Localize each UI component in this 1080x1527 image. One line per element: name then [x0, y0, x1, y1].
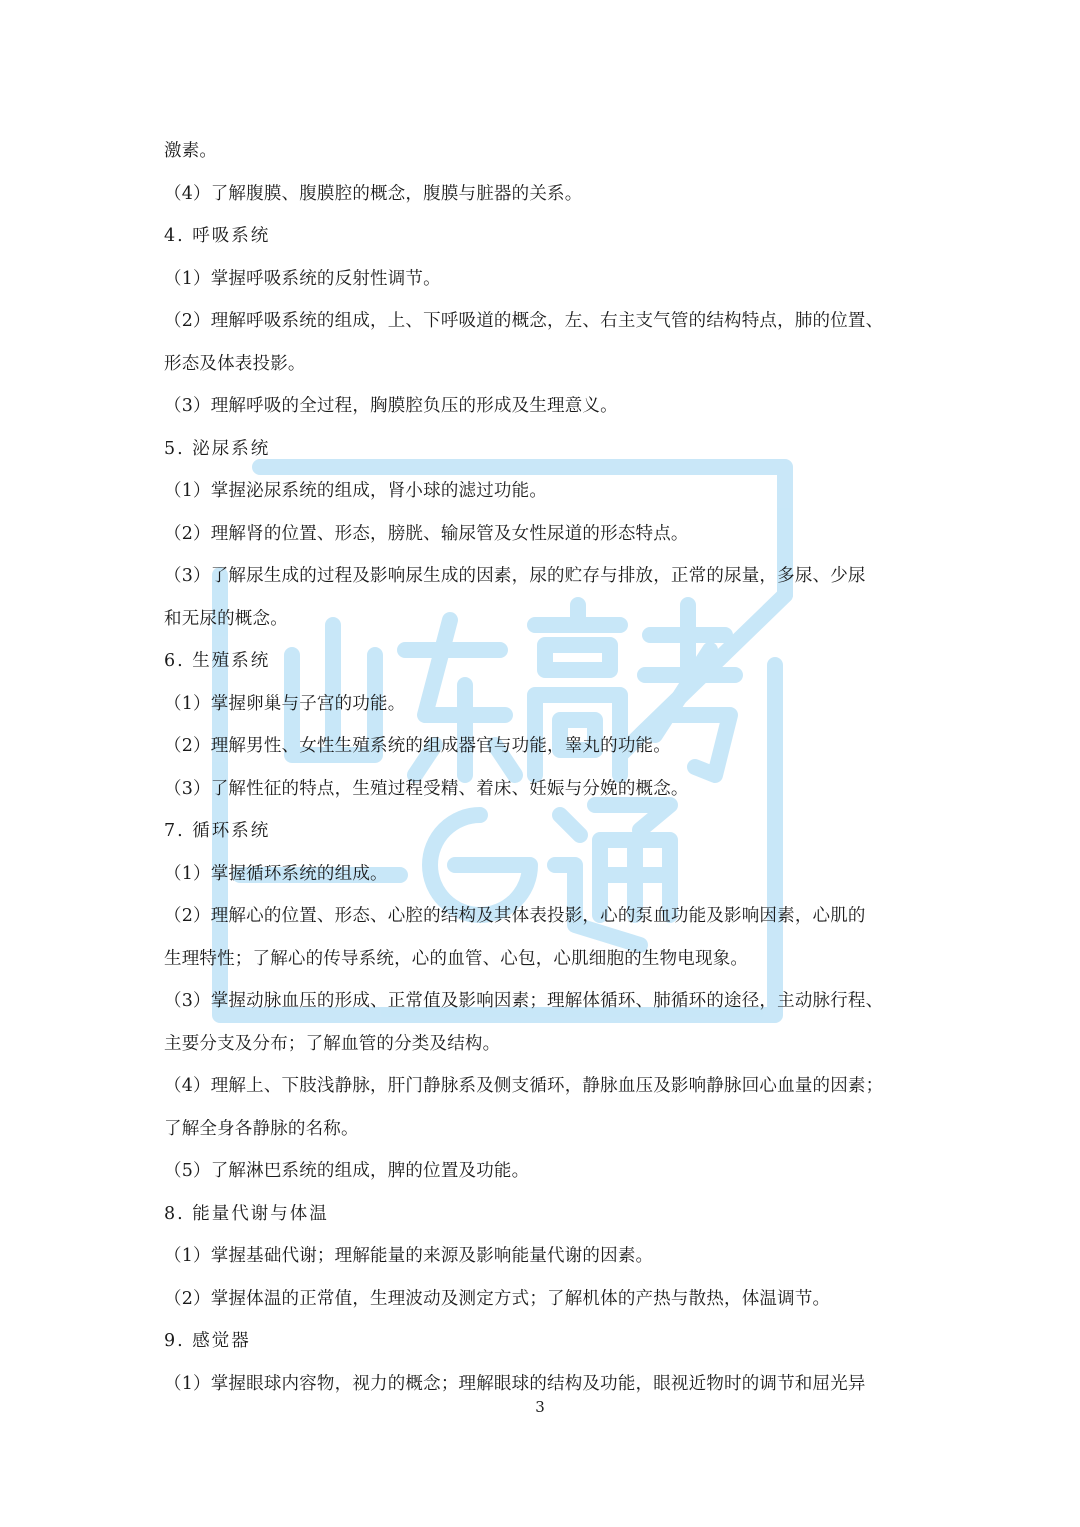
document-body	[164, 130, 924, 1405]
text-line: （3）理解呼吸的全过程，胸膜腔负压的形成及生理意义。	[164, 396, 618, 416]
text-line: （4）了解腹膜、腹膜腔的概念，腹膜与脏器的关系。	[164, 183, 583, 204]
text-line: 了解全身各静脉的名称。	[164, 1118, 359, 1139]
text-line: （2）理解呼吸系统的组成，上、下呼吸道的概念，左、右主支气管的结构特点，肺的位置、	[164, 311, 884, 331]
text-line: 形态及体表投影。	[164, 353, 306, 374]
text-line: （2）理解肾的位置、形态，膀胱、输尿管及女性尿道的形态特点。	[164, 523, 689, 544]
text-line: （1）掌握基础代谢；理解能量的来源及影响能量代谢的因素。	[164, 1246, 654, 1266]
page-number: 3	[535, 1398, 545, 1416]
text-line: （1）掌握循环系统的组成。	[164, 863, 388, 884]
section-heading: 6. 生殖系统	[164, 651, 271, 671]
text-line: 主要分支及分布；了解血管的分类及结构。	[164, 1033, 501, 1054]
text-line: 生理特性；了解心的传导系统，心的血管、心包，心肌细胞的生物电现象。	[164, 948, 749, 969]
section-heading: 7. 循环系统	[164, 821, 271, 841]
text-line: 和无尿的概念。	[164, 608, 288, 629]
text-line: （1）掌握卵巢与子宫的功能。	[164, 693, 406, 714]
text-line: （2）理解心的位置、形态、心腔的结构及其体表投影，心的泵血功能及影响因素，心肌的	[164, 906, 866, 926]
text-line: （3）了解尿生成的过程及影响尿生成的因素，尿的贮存与排放，正常的尿量，多尿、少尿	[164, 566, 866, 586]
text-line: （2）理解男性、女性生殖系统的组成器官与功能，睾丸的功能。	[164, 736, 671, 756]
text-line: （1）掌握泌尿系统的组成，肾小球的滤过功能。	[164, 481, 548, 501]
section-heading: 4. 呼吸系统	[164, 226, 271, 246]
section-heading: 9. 感觉器	[164, 1331, 251, 1351]
section-heading: 5. 泌尿系统	[164, 438, 271, 459]
text-line: （3）掌握动脉血压的形成、正常值及影响因素；理解体循环、肺循环的途径，主动脉行程、	[164, 991, 884, 1011]
section-heading: 8. 能量代谢与体温	[164, 1203, 329, 1224]
text-line: （2）掌握体温的正常值，生理波动及测定方式；了解机体的产热与散热，体温调节。	[164, 1288, 831, 1309]
text-line: 激素。	[164, 141, 218, 161]
text-line: （1）掌握呼吸系统的反射性调节。	[164, 268, 441, 289]
text-line: （3）了解性征的特点，生殖过程受精、着床、妊娠与分娩的概念。	[164, 778, 689, 799]
text-line: （5）了解淋巴系统的组成，脾的位置及功能。	[164, 1161, 530, 1181]
text-line: （4）理解上、下肢浅静脉，肝门静脉系及侧支循环，静脉血压及影响静脉回心血量的因素；	[164, 1076, 884, 1096]
text-line: （1）掌握眼球内容物，视力的概念；理解眼球的结构及功能，眼视近物时的调节和屈光异	[164, 1373, 866, 1394]
